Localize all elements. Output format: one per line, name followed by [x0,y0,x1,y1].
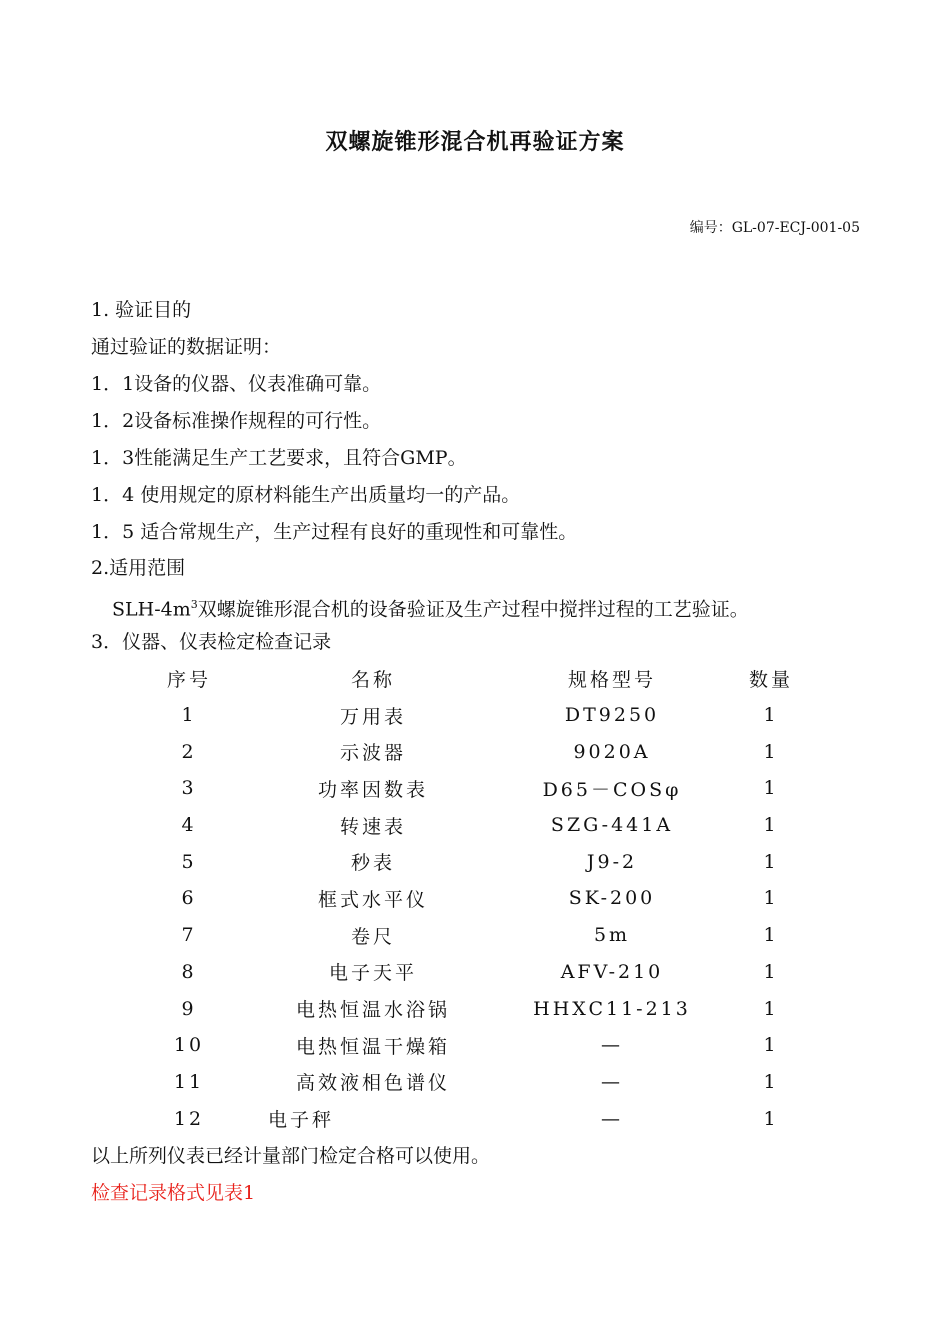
cell-model: AFV-210 [560,960,664,983]
column-header-quantity: 数量 [748,668,793,691]
section2-heading: 2.适用范围 [91,557,186,579]
cell-name: 电热恒温水浴锅 [295,999,450,1022]
cell-index: 12 [173,1107,205,1130]
cell-name: 万用表 [339,705,406,728]
cell-index: 8 [181,960,197,983]
cell-quantity: 1 [763,1034,779,1057]
document-number: 编号：GL-07-ECJ-001-05 [689,220,860,236]
cell-index: 5 [181,850,197,873]
cell-name: 秒表 [350,852,395,875]
cell-name: 转速表 [339,815,406,838]
cell-model: SK-200 [568,887,656,910]
cell-quantity: 1 [763,777,779,800]
cell-quantity: 1 [763,704,779,727]
table-row [130,733,816,770]
cell-index: 9 [181,997,197,1020]
column-header-name: 名称 [350,668,395,691]
table-row [130,697,816,734]
cell-quantity: 1 [763,997,779,1020]
section2-scope [112,593,749,621]
cell-model: J9-2 [586,850,638,873]
cell-name: 电子秤 [268,1109,335,1132]
cell-index: 2 [181,740,197,763]
cell-quantity: 1 [763,814,779,837]
table-row [130,990,816,1027]
calibration-conclusion: 以上所列仪表已经计量部门检定合格可以使用。 [91,1145,491,1167]
section3-heading: 3．仪器、仪表检定检查记录 [91,631,332,653]
cell-model: 9020A [573,740,651,763]
cell-model: 5m [593,924,631,947]
table-row [130,917,816,954]
table-row [130,843,816,880]
instrument-table [130,660,816,1137]
cell-index: 3 [181,777,197,800]
cell-index: 1 [181,704,197,727]
table-row [130,1027,816,1064]
cell-quantity: 1 [763,960,779,983]
cell-name: 电子天平 [328,962,417,985]
cell-model: — [601,1070,623,1093]
cell-index: 11 [173,1070,205,1093]
cell-name: 示波器 [339,742,406,765]
section1-heading: 1. 验证目的 [91,299,192,321]
section1-item: 1．4 使用规定的原材料能生产出质量均一的产品。 [91,484,521,506]
table-row [130,954,816,991]
table-row [130,1064,816,1101]
model-name: SLH-4m [112,598,191,621]
column-header-index: 序号 [166,668,211,691]
cell-name: 高效液相色谱仪 [295,1072,450,1095]
section1-intro: 通过验证的数据证明： [91,336,282,358]
cell-quantity: 1 [763,740,779,763]
cell-model: — [601,1107,623,1130]
cell-name: 电热恒温干燥箱 [295,1035,450,1058]
cell-quantity: 1 [763,1070,779,1093]
cell-model: DT9250 [564,704,660,727]
section1-item: 1．3性能满足生产工艺要求，且符合GMP。 [91,447,467,469]
table-row [130,807,816,844]
cell-model: SZG-441A [550,814,674,837]
cell-index: 10 [173,1034,205,1057]
cell-index: 6 [181,887,197,910]
cell-name: 功率因数表 [317,778,428,801]
cell-name: 框式水平仪 [317,888,428,911]
table-row [130,770,816,807]
table-row [130,880,816,917]
section1-item: 1．2设备标准操作规程的可行性。 [91,410,382,432]
scope-text: 双螺旋锥形混合机的设备验证及生产过程中搅拌过程的工艺验证。 [197,598,749,621]
cell-index: 7 [181,924,197,947]
table-row [130,1100,816,1137]
page-title: 双螺旋锥形混合机再验证方案 [325,130,625,155]
cell-name: 卷尺 [350,925,395,948]
column-header-model: 规格型号 [567,668,656,691]
section1-item: 1．5 适合常规生产，生产过程有良好的重现性和可靠性。 [91,521,578,543]
cell-model: D65－COSφ [542,778,682,801]
model-superscript: 3 [190,598,198,611]
cell-quantity: 1 [763,1107,779,1130]
cell-model: HHXC11-213 [533,997,691,1020]
cell-index: 4 [181,814,197,837]
section1-item: 1．1设备的仪器、仪表准确可靠。 [91,373,382,395]
table-header-row [130,660,816,697]
cell-quantity: 1 [763,924,779,947]
record-format-note: 检查记录格式见表1 [91,1182,256,1204]
cell-quantity: 1 [763,850,779,873]
cell-quantity: 1 [763,887,779,910]
cell-model: — [601,1034,623,1057]
